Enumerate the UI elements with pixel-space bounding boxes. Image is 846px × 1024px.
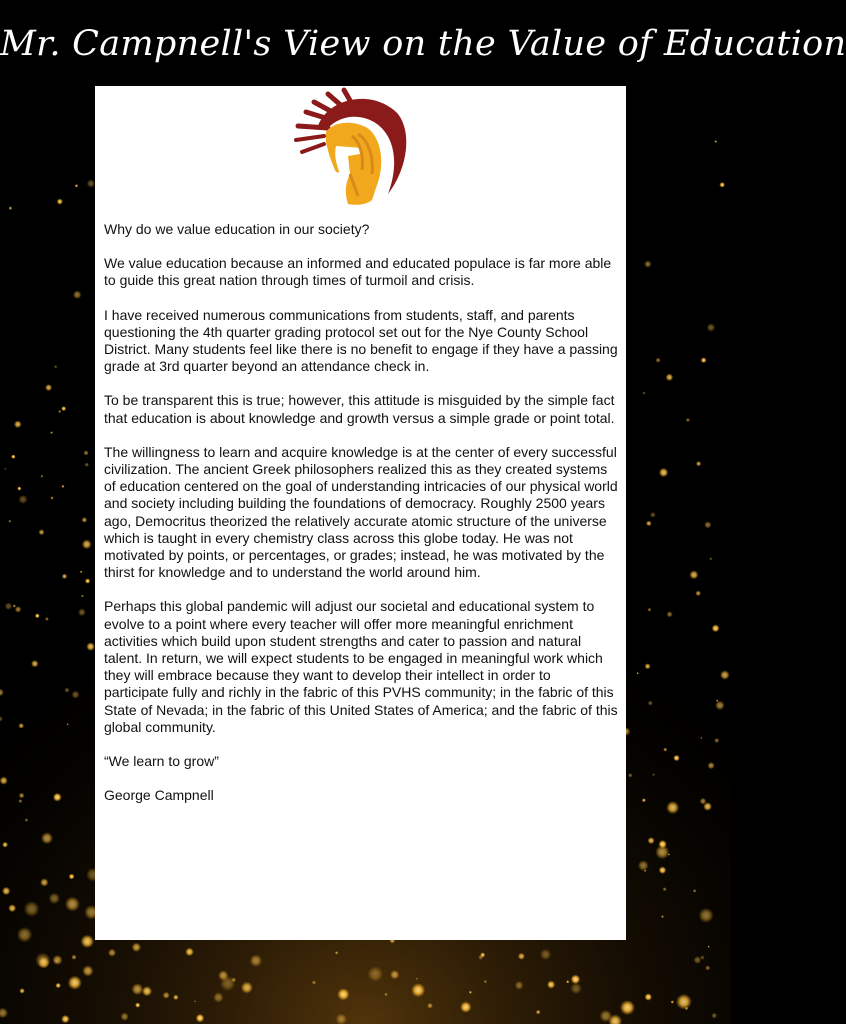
bokeh-dot [368,966,384,982]
bokeh-dot [19,988,24,993]
bokeh-dot [712,624,720,632]
bokeh-dot [703,802,712,811]
letter-body [104,221,619,804]
bokeh-dot [337,988,349,1000]
letter-quote: “We learn to grow” [104,753,219,770]
letter-signature: George Campnell [104,787,214,804]
bokeh-dot [69,874,75,880]
bokeh-dot [547,981,555,989]
bokeh-dot [704,521,711,528]
bokeh-dot [87,179,95,187]
bokeh-dot [142,986,152,996]
bokeh-dot [55,960,58,963]
bokeh-dot [132,943,141,952]
bokeh-dot [646,521,652,527]
bokeh-dot [663,887,667,891]
bokeh-dot [72,691,80,699]
bokeh-dot [78,608,86,616]
bokeh-dot [714,738,719,743]
bokeh-dot [82,539,92,549]
bokeh-dot [2,842,8,848]
bokeh-dot [689,570,698,579]
bokeh-dot [667,611,673,617]
bokeh-dot [67,723,69,725]
bokeh-dot [185,948,194,957]
bokeh-dot [54,365,57,368]
bokeh-dot [659,468,668,477]
bokeh-dot [536,1010,541,1015]
bokeh-dot [673,755,679,761]
bokeh-dot [484,980,487,983]
bokeh-dot [686,418,690,422]
bokeh-dot [231,978,236,983]
bokeh-dot [5,602,13,610]
bokeh-dot [644,260,651,267]
bokeh-dot [384,993,387,996]
bokeh-dot [705,965,710,970]
bokeh-dot [19,793,25,799]
bokeh-dot [638,860,649,871]
bokeh-dot [135,1003,140,1008]
bokeh-dot [416,978,418,980]
bokeh-dot [25,818,29,822]
bokeh-dot [620,1000,635,1015]
bokeh-dot [711,1013,717,1019]
bokeh-dot [50,496,53,499]
bokeh-dot [643,392,646,395]
bokeh-dot [719,182,725,188]
bokeh-dot [81,935,94,948]
bokeh-dot [173,995,178,1000]
bokeh-dot [708,762,715,769]
bokeh-dot [50,431,53,434]
letter-question: Why do we value education in our society? [104,221,370,237]
bokeh-dot [2,887,10,895]
bokeh-dot [86,642,95,651]
letter-paragraph-4: The willingness to learn and acquire knowledge is at the center of every successful civilization. The ancient Greek philosophers realized this as they created systems of education centered on the goal of understanding intricacies of our physical world and society including building the foundations of democracy. Roughly 2500 years ago, Democritus theorized the relatively accurate atomic structure of the universe which is taught in every chemistry class across this globe today. He was not motivated by points, or percentages, or grades; instead, he was motivated by the thirst for knowledge and to understand the world around him. [104,443,618,581]
bokeh-dot [8,904,16,912]
bokeh-dot [45,384,52,391]
bokeh-dot [570,983,581,994]
bokeh-dot [61,1015,69,1023]
bokeh-dot [196,1014,205,1023]
bokeh-dot [84,462,89,467]
bokeh-dot [56,983,61,988]
bokeh-dot [693,889,696,892]
bokeh-dot [57,199,63,205]
bokeh-dot [82,517,88,523]
bokeh-dot [695,591,701,597]
bokeh-dot [8,520,11,523]
bokeh-dot [132,983,144,995]
letter-paragraph-1: We value education because an informed and educated populace is far more able to guide this great nation through times of turmoil and crisis. [104,255,612,289]
bokeh-dot [81,595,84,598]
bokeh-dot [62,574,67,579]
letter-paragraph-5: Perhaps this global pandemic will adjust our societal and educational system to evolve to a point where every teacher will offer more meaningful enrichment activities which build upon student strengths and cater to passion and natural talent. In return, we will expect students to be engaged in meaningful work which they will embrace because they want to develop their intellect in order to participate fully and richly in the fabric of this PVHS community; in the fabric of this State of Nevada; in the fabric of this United States of America; and the fabric of this global community. [104,598,618,735]
bokeh-dot [571,975,581,985]
bokeh-dot [64,688,69,693]
bokeh-dot [671,1000,674,1003]
bokeh-dot [68,976,82,990]
bokeh-dot [39,529,45,535]
bokeh-dot [676,994,692,1010]
bokeh-dot [13,604,16,607]
bokeh-dot [80,571,83,574]
bokeh-dot [213,992,223,1002]
bokeh-dot [648,837,655,844]
bokeh-dot [714,140,717,143]
bokeh-dot [65,897,80,912]
bokeh-dot [390,970,399,979]
bokeh-dot [668,853,670,855]
bokeh-dot [600,1010,613,1023]
bokeh-dot [58,410,61,413]
bokeh-dot [18,723,24,729]
bokeh-dot [35,953,51,969]
bokeh-dot [194,1000,196,1002]
bokeh-dot [696,461,701,466]
bokeh-dot [241,982,253,994]
bokeh-dot [709,557,712,560]
bokeh-dot [699,908,714,923]
bokeh-dot [45,617,49,621]
bokeh-dot [666,801,679,814]
bokeh-dot [17,486,21,490]
bokeh-dot [62,485,65,488]
bokeh-dot [478,955,483,960]
bokeh-dot [663,748,667,752]
bokeh-dot [656,358,661,363]
bokeh-dot [701,357,707,363]
bokeh-dot [17,927,33,943]
bokeh-dot [666,374,674,382]
bokeh-dot [645,663,651,669]
bokeh-dot [24,901,40,917]
bokeh-dot [41,832,53,844]
bokeh-dot [18,799,22,803]
bokeh-dot [566,980,569,983]
bokeh-dot [650,512,656,518]
bokeh-dot [427,1003,433,1009]
bokeh-dot [715,701,725,711]
bokeh-dot [40,475,43,478]
bokeh-dot [628,773,632,777]
bokeh-dot [335,951,338,954]
bokeh-dot [121,1013,129,1021]
bokeh-dot [108,949,116,957]
bokeh-dot [75,184,78,187]
bokeh-dot [15,606,22,613]
letter-page [95,86,626,940]
bokeh-dot [31,660,38,667]
bokeh-dot [61,406,66,411]
bokeh-dot [35,613,40,618]
bokeh-dot [518,953,525,960]
bokeh-dot [18,495,27,504]
bokeh-dot [53,793,62,802]
bokeh-dot [469,991,472,994]
bokeh-dot [71,955,76,960]
spartan-helmet-icon [288,90,412,208]
bokeh-dot [40,878,48,886]
bokeh-dot [11,455,15,459]
bokeh-dot [9,206,13,210]
bokeh-dot [655,845,669,859]
bokeh-dot [49,893,60,904]
bokeh-dot [647,608,651,612]
bokeh-dot [163,992,170,999]
bokeh-dot [645,993,652,1000]
bokeh-dot [659,866,667,874]
letter-paragraph-3: To be transparent this is true; however, this attitude is misguided by the simple fact that education is about knowledge and growth versus a simple grade or point total. [104,392,615,426]
letter-paragraph-2: I have received numerous communications from students, staff, and parents questioning the 4th quarter grading protocol set out for the Nye County School District. Many students feel like there is no benefit to engage if they have a passing grade at 3rd quarter beyond an attendance check in. [104,306,618,375]
bokeh-dot [642,798,646,802]
bokeh-dot [708,946,710,948]
bokeh-dot [83,450,88,455]
bokeh-dot [14,421,22,429]
bokeh-dot [85,578,90,583]
bokeh-dot [652,773,655,776]
bokeh-dot [700,737,702,739]
bokeh-dot [720,670,730,680]
bokeh-dot [637,672,639,674]
bokeh-dot [460,1001,471,1012]
bokeh-dot [82,965,93,976]
bokeh-dot [515,981,524,990]
bokeh-dot [250,955,262,967]
bokeh-dot [4,468,6,470]
bokeh-dot [540,949,551,960]
bokeh-dot [73,290,82,299]
bokeh-dot [648,701,653,706]
bokeh-dot [411,983,425,997]
bokeh-dot [707,323,716,332]
bokeh-dot [693,956,701,964]
page-title: Mr. Campnell's View on the Value of Education [0,24,846,64]
bokeh-dot [312,980,316,984]
bokeh-dot [661,915,664,918]
